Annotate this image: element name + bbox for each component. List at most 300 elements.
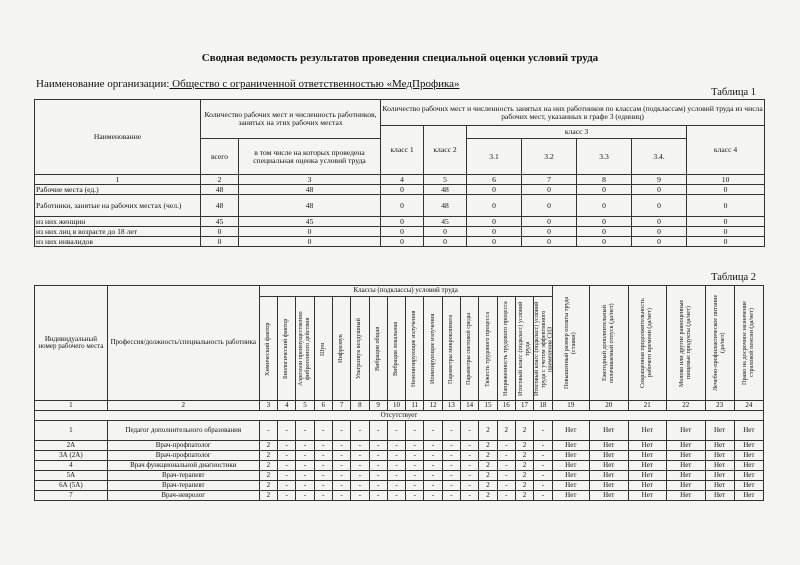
cell-value: - <box>497 491 515 501</box>
cell-value: 2 <box>515 461 533 471</box>
cell-value: - <box>369 481 387 491</box>
t2-header-classes: Классы (подклассы) условий труда <box>259 286 552 297</box>
cell-value: 0 <box>424 237 467 247</box>
t2-col-number: 12 <box>424 401 442 411</box>
cell-value: Нет <box>667 441 706 451</box>
cell-value: 0 <box>522 237 577 247</box>
cell-value: Нет <box>590 471 629 481</box>
workplace-number: 5А <box>35 471 108 481</box>
cell-value: - <box>369 491 387 501</box>
t2-factor-header <box>296 297 314 401</box>
cell-value: 0 <box>522 227 577 237</box>
cell-value: - <box>314 421 332 441</box>
cell-value: 0 <box>522 217 577 227</box>
cell-value: - <box>534 481 552 491</box>
cell-value: - <box>259 421 277 441</box>
t2-col-number: 13 <box>442 401 460 411</box>
cell-value: Нет <box>590 461 629 471</box>
row-name: из них инвалидов <box>35 237 201 247</box>
cell-value: Нет <box>628 481 667 491</box>
t2-col-number: 8 <box>351 401 369 411</box>
workplaces-table <box>34 285 764 501</box>
t2-factor-header <box>259 297 277 401</box>
row-name: из них лиц в возрасте до 18 лет <box>35 227 201 237</box>
cell-value: Нет <box>705 481 734 491</box>
cell-value: - <box>351 461 369 471</box>
cell-value: - <box>314 491 332 501</box>
cell-value: - <box>406 451 424 461</box>
cell-value: Нет <box>552 451 589 461</box>
t2-col-number: 23 <box>705 401 734 411</box>
cell-value: 45 <box>424 217 467 227</box>
cell-value: 2 <box>259 471 277 481</box>
cell-value: - <box>314 451 332 461</box>
cell-value: 0 <box>687 195 765 217</box>
t2-col-number: 16 <box>497 401 515 411</box>
organization-line <box>36 78 460 90</box>
t2-col-number: 10 <box>387 401 405 411</box>
cell-value: 0 <box>239 227 381 237</box>
cell-value: Нет <box>705 421 734 441</box>
table-row <box>35 195 765 217</box>
cell-value: - <box>351 451 369 461</box>
t2-factor-header <box>515 297 533 401</box>
cell-value: - <box>278 491 296 501</box>
t1-col-number: 10 <box>687 175 765 185</box>
cell-value: - <box>497 461 515 471</box>
t2-col-number: 18 <box>534 401 552 411</box>
cell-value: - <box>296 471 314 481</box>
t1-header-3-1: 3.1 <box>467 139 522 175</box>
t2-col-number: 24 <box>734 401 763 411</box>
t2-factor-header <box>369 297 387 401</box>
t2-col-number: 6 <box>314 401 332 411</box>
cell-value: - <box>296 441 314 451</box>
t2-benefit-label: Право на досрочное назначение страховой пенсии (да/нет) <box>741 300 755 386</box>
summary-table <box>34 99 765 247</box>
cell-value: - <box>406 471 424 481</box>
cell-value: - <box>387 441 405 451</box>
cell-value: - <box>387 421 405 441</box>
cell-value: Нет <box>552 471 589 481</box>
cell-value: - <box>442 441 460 451</box>
cell-value: 0 <box>381 227 424 237</box>
t2-col-number: 3 <box>259 401 277 411</box>
cell-value: - <box>424 461 442 471</box>
cell-value: Нет <box>705 471 734 481</box>
profession: Врач-терапевт <box>107 481 259 491</box>
workplace-number: 7 <box>35 491 108 501</box>
cell-value: 0 <box>467 195 522 217</box>
table1-caption: Таблица 1 <box>711 87 756 98</box>
cell-value: 2 <box>515 451 533 461</box>
t2-factor-label: Итоговый класс (подкласс) условий труда <box>516 301 531 396</box>
cell-value: 2 <box>515 471 533 481</box>
t2-benefit-label: Сокращенная продолжительность рабочего времени (да/нет) <box>639 298 654 388</box>
workplace-number: 6А (5А) <box>35 481 108 491</box>
t2-absent-row: Отсутствует <box>35 411 764 421</box>
cell-value: 2 <box>259 491 277 501</box>
cell-value: - <box>278 461 296 471</box>
cell-value: Нет <box>590 491 629 501</box>
t2-column-numbers <box>35 401 764 411</box>
cell-value: - <box>442 481 460 491</box>
cell-value: - <box>461 481 479 491</box>
t2-factor-header <box>314 297 332 401</box>
cell-value: 0 <box>687 217 765 227</box>
cell-value: - <box>278 471 296 481</box>
t2-factor-label: Параметры световой среды <box>465 312 473 385</box>
profession: Педагог дополнительного образования <box>107 421 259 441</box>
table-row <box>35 185 765 195</box>
t2-factor-label: Химический фактор <box>263 321 271 376</box>
cell-value: Нет <box>628 421 667 441</box>
t1-header-3-3: 3.3 <box>577 139 632 175</box>
cell-value: Нет <box>590 441 629 451</box>
cell-value: - <box>296 451 314 461</box>
document-title: Сводная ведомость результатов проведения специальной оценки условий труда <box>201 52 599 64</box>
cell-value: Нет <box>590 451 629 461</box>
t2-factor-header <box>387 297 405 401</box>
cell-value: Нет <box>628 461 667 471</box>
cell-value: 0 <box>632 195 687 217</box>
t2-factor-header <box>332 297 350 401</box>
t2-factor-label: Итоговый класс (подкласс) условий труда с учетом эффективного применения СИЗ <box>533 301 554 396</box>
t2-factor-label: Вибрация локальная <box>392 321 400 376</box>
t2-benefit-header <box>590 286 629 401</box>
cell-value: - <box>296 481 314 491</box>
cell-value: - <box>406 461 424 471</box>
cell-value: - <box>534 491 552 501</box>
cell-value: Нет <box>552 441 589 451</box>
cell-value: Нет <box>667 451 706 461</box>
cell-value: Нет <box>734 481 763 491</box>
t2-col-number: 22 <box>667 401 706 411</box>
cell-value: 0 <box>687 237 765 247</box>
cell-value: - <box>406 481 424 491</box>
cell-value: Нет <box>552 481 589 491</box>
t1-header-name: Наименование <box>35 100 201 175</box>
cell-value: - <box>497 441 515 451</box>
cell-value: - <box>369 451 387 461</box>
cell-value: 2 <box>479 491 497 501</box>
t1-col-number: 8 <box>577 175 632 185</box>
cell-value: - <box>332 441 350 451</box>
profession: Врач-профпатолог <box>107 451 259 461</box>
cell-value: Нет <box>552 461 589 471</box>
t1-col-number: 3 <box>239 175 381 185</box>
cell-value: - <box>278 481 296 491</box>
organization-label: Наименование организации: <box>36 78 170 90</box>
t1-header-3-2: 3.2 <box>522 139 577 175</box>
cell-value: 0 <box>381 237 424 247</box>
cell-value: Нет <box>628 441 667 451</box>
t1-header-class4: класс 4 <box>687 126 765 175</box>
cell-value: Нет <box>667 481 706 491</box>
t1-header-class2: класс 2 <box>424 126 467 175</box>
cell-value: Нет <box>552 421 589 441</box>
table-row <box>35 471 764 481</box>
cell-value: - <box>351 441 369 451</box>
cell-value: - <box>369 461 387 471</box>
cell-value: - <box>534 421 552 441</box>
cell-value: - <box>461 471 479 481</box>
profession: Врач функциональной диагностики <box>107 461 259 471</box>
cell-value: - <box>424 491 442 501</box>
cell-value: - <box>351 471 369 481</box>
cell-value: 0 <box>632 185 687 195</box>
cell-value: - <box>461 451 479 461</box>
cell-value: 0 <box>577 195 632 217</box>
cell-value: 48 <box>239 185 381 195</box>
table-row <box>35 451 764 461</box>
profession: Врач-терапевт <box>107 471 259 481</box>
cell-value: - <box>369 441 387 451</box>
cell-value: 0 <box>201 227 239 237</box>
t1-header-count: Количество рабочих мест и численность работников, занятых на этих рабочих местах <box>201 100 381 139</box>
t2-col-number: 20 <box>590 401 629 411</box>
table2-caption: Таблица 2 <box>711 272 756 283</box>
cell-value: - <box>332 421 350 441</box>
cell-value: - <box>424 471 442 481</box>
cell-value: Нет <box>705 491 734 501</box>
t2-benefit-header <box>734 286 763 401</box>
cell-value: Нет <box>628 491 667 501</box>
cell-value: 2 <box>515 481 533 491</box>
t2-benefit-header <box>628 286 667 401</box>
cell-value: 0 <box>687 185 765 195</box>
cell-value: Нет <box>734 421 763 441</box>
t2-factor-label: Биологический фактор <box>282 318 290 379</box>
t1-col-number: 7 <box>522 175 577 185</box>
t2-factor-header <box>497 297 515 401</box>
t2-factor-label: Ионизирующие излучения <box>428 313 436 384</box>
cell-value: Нет <box>552 491 589 501</box>
cell-value: - <box>424 481 442 491</box>
cell-value: Нет <box>705 461 734 471</box>
cell-value: 0 <box>467 217 522 227</box>
cell-value: - <box>534 441 552 451</box>
t2-factor-header <box>461 297 479 401</box>
t2-factor-label: Вибрация общая <box>373 326 381 371</box>
cell-value: Нет <box>667 491 706 501</box>
cell-value: 48 <box>201 185 239 195</box>
t2-factor-header <box>351 297 369 401</box>
cell-value: 2 <box>479 451 497 461</box>
cell-value: - <box>314 471 332 481</box>
table-row <box>35 217 765 227</box>
cell-value: 0 <box>632 227 687 237</box>
cell-value: 2 <box>515 441 533 451</box>
t2-factor-label: Шум <box>318 341 326 356</box>
t2-factor-header <box>534 297 552 401</box>
t1-header-class3: класс 3 <box>467 126 687 139</box>
cell-value: Нет <box>628 451 667 461</box>
cell-value: - <box>442 451 460 461</box>
cell-value: - <box>369 421 387 441</box>
t2-factor-label: Инфразвук <box>337 334 345 363</box>
cell-value: 0 <box>467 237 522 247</box>
cell-value: - <box>442 461 460 471</box>
cell-value: - <box>497 471 515 481</box>
t2-col-number: 7 <box>332 401 350 411</box>
cell-value: - <box>314 441 332 451</box>
table-row <box>35 481 764 491</box>
t1-col-number: 2 <box>201 175 239 185</box>
cell-value: 2 <box>515 491 533 501</box>
t2-factor-label: Аэрозоли преимущественно фиброгенного действия <box>297 311 311 386</box>
cell-value: - <box>332 451 350 461</box>
cell-value: Нет <box>667 471 706 481</box>
cell-value: 0 <box>201 237 239 247</box>
t1-header-classes: Количество рабочих мест и численность занятых на них работников по классам (подклассам) условий труда из числа рабочих мест, указанных в графе 3 (единиц) <box>381 100 765 126</box>
cell-value: 48 <box>424 185 467 195</box>
t1-col-number: 1 <box>35 175 201 185</box>
table-row <box>35 421 764 441</box>
cell-value: 2 <box>259 481 277 491</box>
cell-value: - <box>278 441 296 451</box>
cell-value: 2 <box>479 481 497 491</box>
cell-value: - <box>314 461 332 471</box>
t2-col-number: 4 <box>278 401 296 411</box>
t1-col-number: 6 <box>467 175 522 185</box>
row-name: Работники, занятые на рабочих местах (чел.) <box>35 195 201 217</box>
cell-value: - <box>369 471 387 481</box>
cell-value: 0 <box>424 227 467 237</box>
cell-value: - <box>351 481 369 491</box>
t2-factor-label: Неионизирующие излучения <box>410 310 418 387</box>
t1-col-number: 9 <box>632 175 687 185</box>
profession: Врач-профпатолог <box>107 441 259 451</box>
cell-value: 2 <box>479 471 497 481</box>
cell-value: - <box>332 491 350 501</box>
workplace-number: 4 <box>35 461 108 471</box>
t1-header-class1: класс 1 <box>381 126 424 175</box>
cell-value: 0 <box>687 227 765 237</box>
cell-value: 0 <box>467 185 522 195</box>
t2-factor-header <box>278 297 296 401</box>
t1-col-number: 5 <box>424 175 467 185</box>
t2-header-profession: Профессия/должность/специальность работника <box>107 286 259 401</box>
cell-value: 0 <box>632 237 687 247</box>
workplace-number: 2А <box>35 441 108 451</box>
t2-col-number: 11 <box>406 401 424 411</box>
cell-value: - <box>278 451 296 461</box>
cell-value: 48 <box>424 195 467 217</box>
t2-col-number: 15 <box>479 401 497 411</box>
t2-benefit-label: Лечебно-профилактическое питание (да/нет) <box>711 294 726 392</box>
cell-value: 2 <box>515 421 533 441</box>
cell-value: Нет <box>705 441 734 451</box>
cell-value: Нет <box>590 481 629 491</box>
t2-col-number: 9 <box>369 401 387 411</box>
cell-value: 2 <box>497 421 515 441</box>
cell-value: Нет <box>734 451 763 461</box>
cell-value: 0 <box>577 217 632 227</box>
cell-value: - <box>442 471 460 481</box>
cell-value: - <box>387 461 405 471</box>
t2-factor-label: Напряженность трудового процесса <box>501 301 509 396</box>
cell-value: 2 <box>479 421 497 441</box>
t2-col-number: 2 <box>107 401 259 411</box>
cell-value: 0 <box>522 195 577 217</box>
cell-value: - <box>387 481 405 491</box>
cell-value: 0 <box>381 195 424 217</box>
cell-value: 0 <box>577 237 632 247</box>
t2-benefit-header <box>705 286 734 401</box>
t2-factor-label: Ультразвук воздушный <box>355 318 363 379</box>
t2-factor-header <box>424 297 442 401</box>
cell-value: - <box>314 481 332 491</box>
t2-factor-label: Тяжесть трудового процесса <box>483 310 491 387</box>
cell-value: - <box>351 421 369 441</box>
cell-value: - <box>497 481 515 491</box>
cell-value: 45 <box>201 217 239 227</box>
t2-header-number: Индивидуальный номер рабочего места <box>35 286 108 401</box>
t2-col-number: 5 <box>296 401 314 411</box>
t2-col-number: 17 <box>515 401 533 411</box>
workplace-number: 1 <box>35 421 108 441</box>
cell-value: - <box>387 491 405 501</box>
cell-value: - <box>387 471 405 481</box>
t2-factor-label: Параметры микроклимата <box>446 313 454 384</box>
cell-value: 45 <box>239 217 381 227</box>
cell-value: - <box>332 481 350 491</box>
cell-value: - <box>351 491 369 501</box>
table-row <box>35 491 764 501</box>
cell-value: Нет <box>734 491 763 501</box>
cell-value: 0 <box>381 185 424 195</box>
cell-value: - <box>534 451 552 461</box>
cell-value: - <box>461 491 479 501</box>
cell-value: - <box>296 421 314 441</box>
cell-value: 0 <box>239 237 381 247</box>
t2-col-number: 19 <box>552 401 589 411</box>
cell-value: 0 <box>381 217 424 227</box>
cell-value: - <box>534 461 552 471</box>
cell-value: 0 <box>522 185 577 195</box>
cell-value: - <box>387 451 405 461</box>
cell-value: 2 <box>479 461 497 471</box>
table-row <box>35 237 765 247</box>
cell-value: - <box>442 421 460 441</box>
t1-col-number: 4 <box>381 175 424 185</box>
cell-value: - <box>497 451 515 461</box>
t2-benefit-label: Ежегодный дополнительный оплачиваемый отпуск (да/нет) <box>600 303 615 383</box>
cell-value: - <box>406 421 424 441</box>
cell-value: Нет <box>705 451 734 461</box>
t2-factor-header <box>442 297 460 401</box>
cell-value: - <box>461 421 479 441</box>
cell-value: - <box>424 421 442 441</box>
cell-value: Нет <box>734 441 763 451</box>
t2-col-number: 14 <box>461 401 479 411</box>
cell-value: - <box>406 491 424 501</box>
cell-value: 0 <box>577 227 632 237</box>
cell-value: - <box>424 451 442 461</box>
cell-value: - <box>534 471 552 481</box>
cell-value: 2 <box>479 441 497 451</box>
cell-value: - <box>442 491 460 501</box>
cell-value: - <box>278 421 296 441</box>
t2-factor-header <box>479 297 497 401</box>
organization-name: Общество с ограниченной ответственностью «МедПрофика» <box>169 78 460 90</box>
cell-value: Нет <box>734 461 763 471</box>
t2-col-number: 1 <box>35 401 108 411</box>
t2-factor-header <box>406 297 424 401</box>
t2-benefit-label: Повышенный размер оплаты труда (ставки) <box>562 296 577 390</box>
table-row <box>35 441 764 451</box>
